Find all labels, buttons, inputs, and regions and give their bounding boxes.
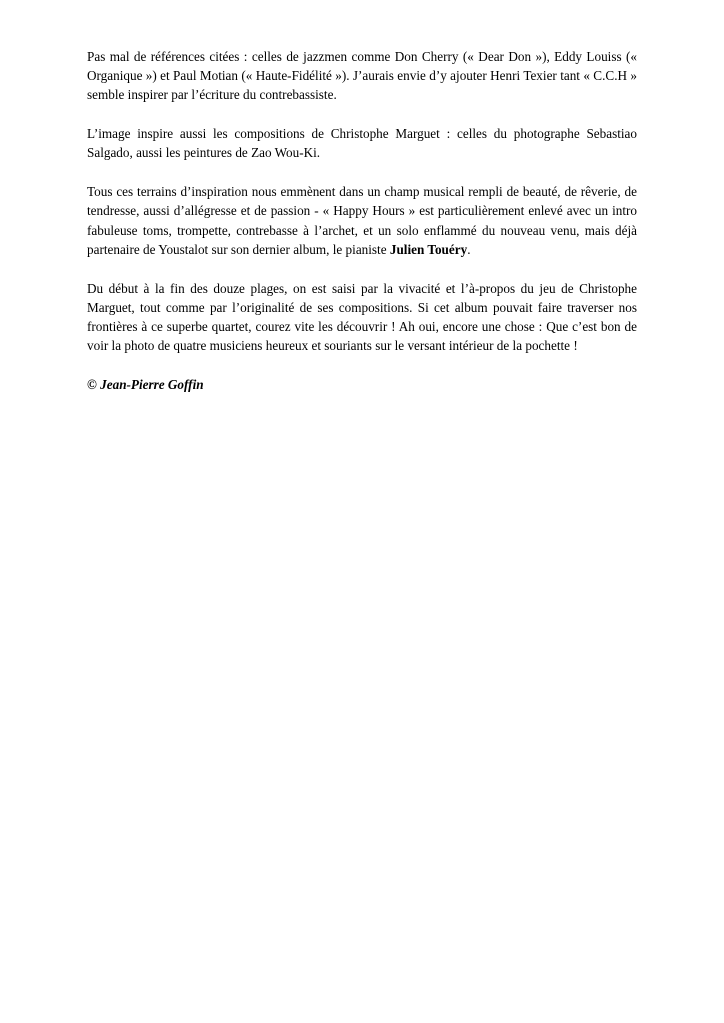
paragraph-text-before: Tous ces terrains d’inspiration nous emmènent dans un champ musical rempli de beauté, de rêverie, de tendresse, aussi d’allégresse et de passion - « Happy Hours » est particulièrement enlevé avec un intro fabuleuse toms, trompette, contrebasse à l’archet, et un solo enflammé du nouveau venu, mais déjà partenaire de Youstalot sur son dernier album, le pianiste — [87, 184, 637, 257]
paragraph-musical-field — [87, 182, 637, 259]
author-signature: © Jean-Pierre Goffin — [87, 377, 204, 393]
paragraph-references: Pas mal de références citées : celles de jazzmen comme Don Cherry (« Dear Don »), Eddy Louiss (« Organique ») et Paul Motian (« Haute-Fidélité »). J’aurais envie d’y ajouter Henri Texier tant « C.C.H » semble inspirer par l’écriture du contrebassiste. — [87, 49, 637, 103]
paragraph-conclusion: Du début à la fin des douze plages, on est saisi par la vivacité et l’à-propos du jeu de Christophe Marguet, tout comme par l’originalité de ses compositions. Si cet album pouvait faire traverser nos frontières à ce superbe quartet, courez vite les découvrir ! Ah oui, encore une chose : Que c’est bon de voir la photo de quatre musiciens heureux et souriants sur le versant intérieur de la pochette ! — [87, 280, 637, 354]
pianist-name: Julien Touéry — [389, 241, 468, 257]
paragraph-image-inspiration: L’image inspire aussi les compositions de Christophe Marguet : celles du photographe Sebastiao Salgado, aussi les peintures de Zao Wou-Ki. — [87, 126, 637, 161]
paragraph-text-after: . — [467, 241, 471, 257]
document-page — [87, 47, 637, 394]
